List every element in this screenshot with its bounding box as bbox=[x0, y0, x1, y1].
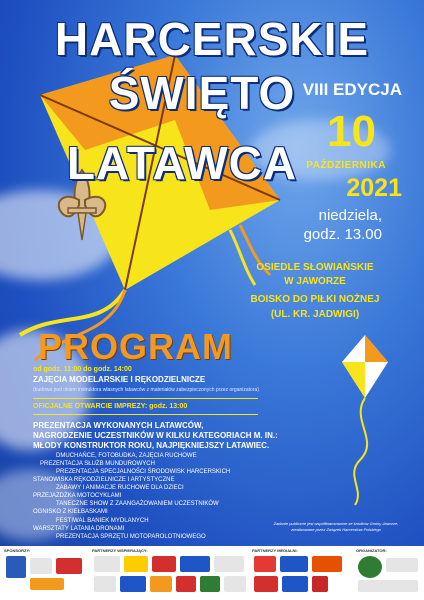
program-item: ZABAWY I ANIMACJE RUCHOWE DLA DZIECI bbox=[56, 485, 184, 491]
program-item: PRZEJAŻDŻKA MOTOCYKLAMI bbox=[33, 493, 122, 499]
program-heading: PROGRAM bbox=[38, 326, 233, 367]
workshop-title: ZAJĘCIA MODELARSKIE I RĘKODZIELNICZE bbox=[33, 375, 206, 384]
sponsors-label: SPONSORZY: bbox=[4, 548, 31, 553]
event-hour: godz. 13.00 bbox=[303, 226, 382, 243]
place-line-4: (UL. KR. JADWIGI) bbox=[270, 309, 360, 320]
partner-logo bbox=[200, 576, 220, 592]
separator bbox=[33, 414, 258, 415]
small-kite-orange bbox=[365, 335, 388, 362]
program-item: OGNISKO Z KIEŁBASKAMI bbox=[33, 509, 108, 515]
funding-note: Zadanie publiczne jest współfinansowane ze środków Gminy Jaworze, zrealizowane przez Związek Harcerstwa Polskiego bbox=[273, 521, 399, 532]
program-item: DMUCHAŃCE, FOTOBUDKA, ZAJĘCIA RUCHOWE bbox=[56, 453, 197, 459]
program-item: PREZENTACJA SŁUŻB MUNDUROWYCH bbox=[40, 461, 155, 467]
partner-logo bbox=[94, 576, 116, 592]
title-line-3: LATAWCA bbox=[66, 137, 298, 189]
organizer-logo bbox=[386, 558, 418, 572]
edition-label: VIII EDYCJA bbox=[302, 80, 402, 99]
sponsor-logo bbox=[56, 558, 82, 574]
media-partner-logo bbox=[282, 576, 308, 592]
opening-time: OFICJALNE OTWARCIE IMPREZY: godz. 13:00 bbox=[33, 403, 188, 410]
program-item: TANECZNE SHOW Z ZAANGAŻOWANIEM UCZESTNIKÓW bbox=[56, 501, 219, 507]
program-item: NAGRODZENIE UCZESTNIKÓW W KILKU KATEGORIACH M. IN.: bbox=[33, 431, 278, 440]
title-line-1: HARCERSKIE bbox=[54, 13, 370, 65]
program-item: PREZENTACJA SPRZĘTU MOTOPAROLOTNIOWEGO bbox=[56, 534, 206, 540]
program-item: PREZENTACJA WYKONANYCH LATAWCÓW, bbox=[33, 421, 204, 430]
organizer-label: ORGANIZATOR: bbox=[356, 548, 387, 553]
place-line-1: OSIEDLE SŁOWIAŃSKIE bbox=[256, 262, 374, 273]
media-partner-logo bbox=[312, 576, 328, 592]
organizer-logo bbox=[358, 556, 382, 578]
program-item: PREZENTACJA SPECJALNOŚCI ŚRODOWISK HARCERSKICH bbox=[56, 469, 231, 475]
place-line-3: BOISKO DO PIŁKI NOŻNEJ bbox=[250, 294, 380, 305]
partner-logo bbox=[120, 576, 146, 592]
sponsor-logo bbox=[30, 578, 64, 590]
event-day: 10 bbox=[327, 107, 376, 156]
partner-logo bbox=[214, 556, 244, 572]
program-item: STANOWISKA RĘKODZIELNICZE I ARTYSTYCZNE bbox=[33, 477, 175, 483]
place-line-2: W JAWORZE bbox=[284, 276, 346, 287]
partner-logo bbox=[124, 556, 148, 572]
organizer-logo bbox=[358, 580, 418, 592]
title-line-2: ŚWIĘTO bbox=[108, 67, 296, 119]
partner-logo bbox=[94, 556, 120, 572]
partner-logo bbox=[176, 576, 196, 592]
event-weekday: niedziela, bbox=[318, 207, 382, 224]
media-partner-logo bbox=[312, 556, 342, 572]
media-partners-label: PARTNERZY MEDIALNI: bbox=[252, 548, 298, 553]
workshop-note: (budowa pod okiem instruktora własnych latawców z materiałów zabezpieczonych przez organizatora) bbox=[33, 387, 259, 393]
small-kite-yellow bbox=[342, 362, 365, 398]
partner-logo bbox=[224, 576, 246, 592]
sponsor-logo bbox=[6, 556, 26, 578]
sponsor-logo bbox=[30, 558, 52, 574]
program-item: WARSZTATY LATANIA DRONAMI bbox=[33, 526, 125, 532]
event-year: 2021 bbox=[346, 174, 402, 202]
program-item: FESTIWAL BANIEK MYDLANYCH bbox=[56, 518, 149, 524]
separator bbox=[33, 398, 258, 399]
small-kite-tail bbox=[354, 398, 367, 505]
supporting-partners-label: PARTNERZY WSPIERAJĄCY: bbox=[92, 548, 148, 553]
event-month: PAŹDZIERNIKA bbox=[306, 160, 386, 171]
partner-logo bbox=[150, 576, 172, 592]
media-partner-logo bbox=[254, 576, 278, 592]
program-item: MŁODY KONSTRUKTOR ROKU, NAJPIĘKNIEJSZY LATAWIEC. bbox=[33, 441, 270, 450]
workshop-time: od godz. 11:00 do godz. 14:00 bbox=[33, 366, 132, 373]
media-partner-logo bbox=[280, 556, 308, 572]
media-partner-logo bbox=[254, 556, 276, 572]
partner-logo bbox=[180, 556, 210, 572]
partner-logo bbox=[152, 556, 176, 572]
